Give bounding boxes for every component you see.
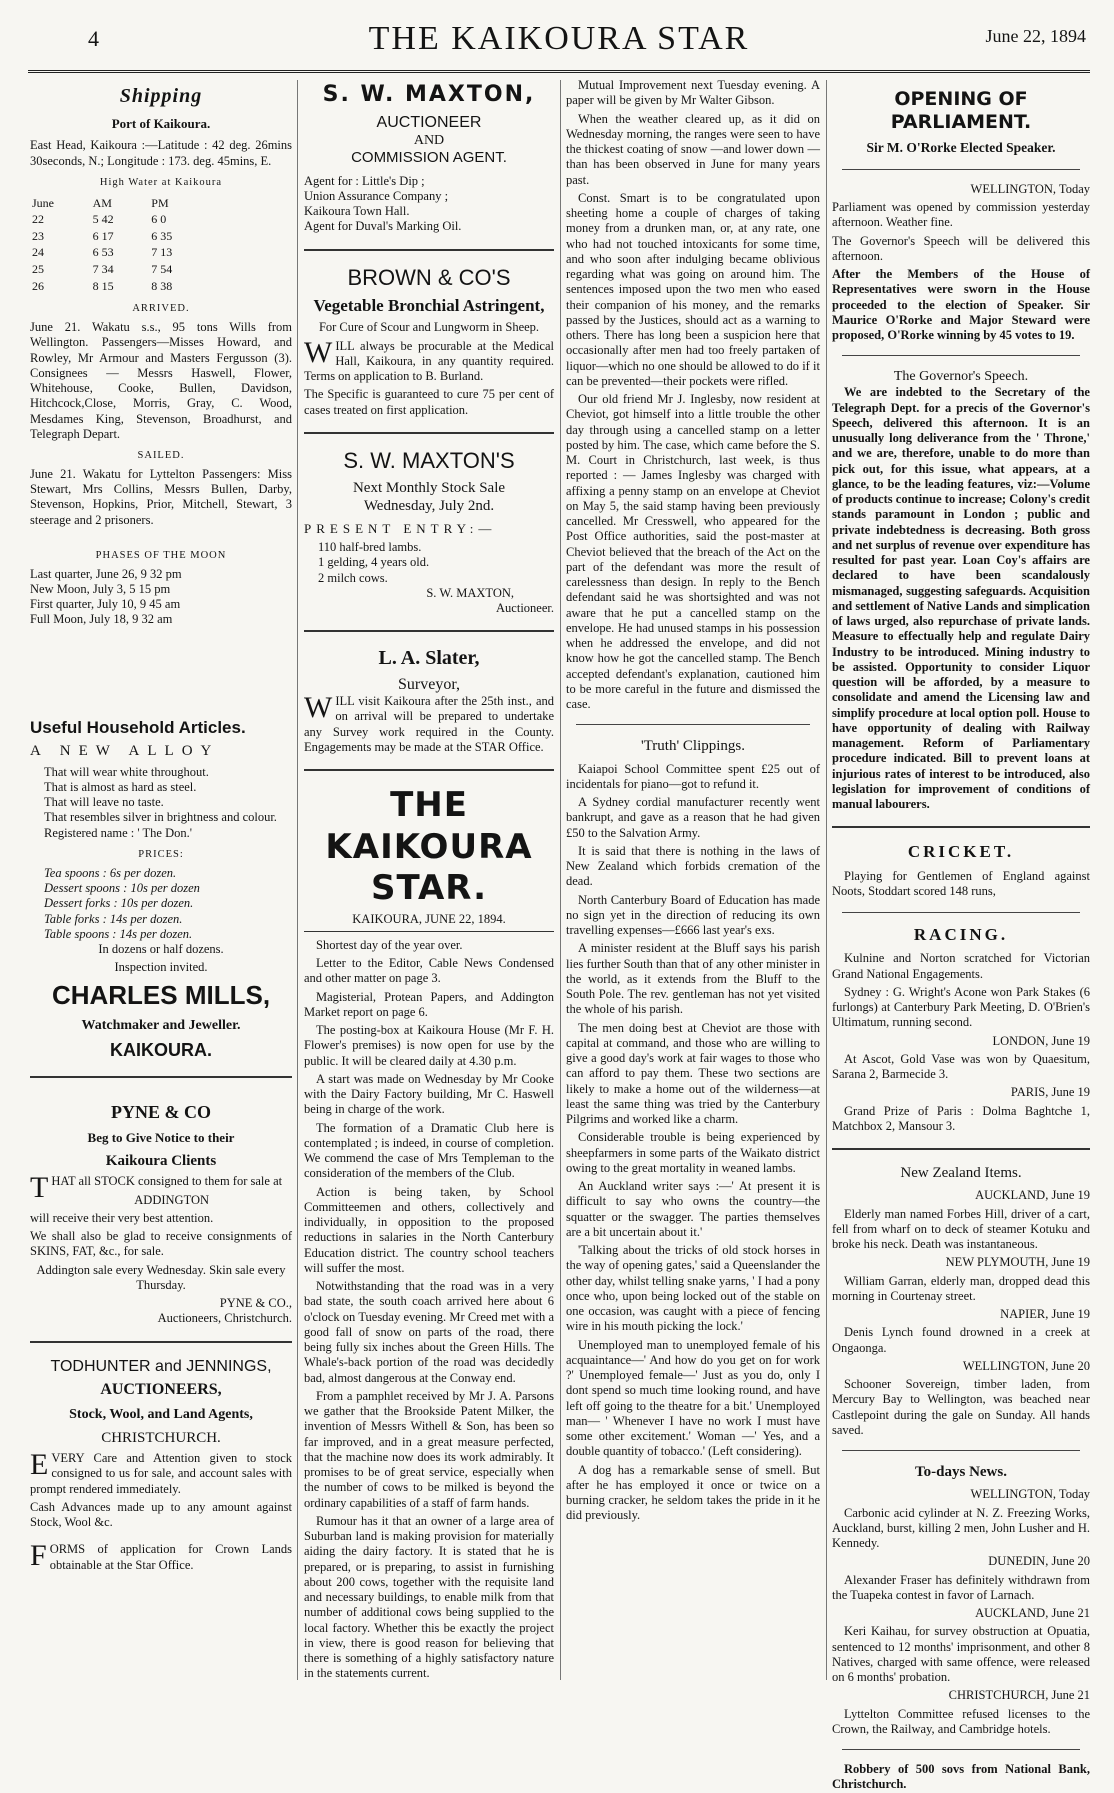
todhunter-sub: AUCTIONEERS,	[100, 1381, 222, 1399]
price-line: Table spoons : 14s per dozen.	[44, 926, 193, 941]
divider	[832, 1148, 1090, 1150]
todhunter-text2: Cash Advances made up to any amount against Stock, Wool &c.	[30, 1499, 292, 1530]
tide-cell: 7 34	[92, 262, 114, 277]
todhunter-place: CHRISTCHURCH.	[101, 1429, 221, 1446]
arrived-text: June 21. Wakatu s.s., 95 tons Wills from Wellington. Passengers—Misses Howard, and Rowley, Mr Armour and Masters Fergusson (3). Consignees — Messrs Haswell, Flower, Whitehouse, Cooke, Bullen, Davidson, Hitchcock,Close, Morris, Gray, C. Wood, Mesdames King, Stevenson, Broadhurst, and Telegraph Depart.	[30, 320, 292, 441]
news-paragraph: Notwithstanding that the road was in a very bad state, the south coach arrived here about 6 o'clock on Tuesday evening. Mr Creed met with a good fall of snow on parts of the road, there being fully six inches about the Green Hills. The Whale's-back portion of the road was decidedly bad, almost dangerous at the Conway end.	[304, 1279, 554, 1385]
local-news	[304, 938, 554, 1682]
entry-line: 1 gelding, 4 years old.	[318, 555, 430, 570]
moon-line: First quarter, July 10, 9 45 am	[30, 597, 181, 612]
tide-col-header: June	[32, 195, 54, 210]
truth-paragraph: Kaiapoi School Committee spent £25 out of incidentals for piano—got to refund it.	[566, 761, 820, 791]
sale-sub: Next Monthly Stock Sale	[352, 479, 506, 496]
alloy-line: That will leave no taste.	[44, 795, 164, 810]
divider	[842, 1749, 1080, 1750]
divider	[30, 1341, 292, 1343]
divider	[304, 432, 554, 434]
slater-text: WILL visit Kaikoura after the 25th inst., and on arrival will be prepared to undertake any Survey work required in the County. Engagements may be made at the STAR Office.	[304, 691, 554, 754]
moon-line: New Moon, July 3, 5 15 pm	[30, 581, 171, 596]
parliament-paragraph: Parliament was opened by commission yesterday afternoon. Weather fine.	[832, 200, 1090, 230]
useful-heading: Useful Household Articles.	[30, 717, 246, 737]
pyne-clients: Kaikoura Clients	[105, 1153, 217, 1170]
nz-paragraph: Denis Lynch found drowned in a creek at Ongaonga.	[832, 1325, 1090, 1355]
entry-line: 2 milch cows.	[318, 570, 388, 585]
tide-row	[32, 229, 208, 244]
today-paragraph: Lyttelton Committee refused licenses to the Crown, the Railway, and Cambridge hotels.	[832, 1706, 1090, 1736]
news-paragraph: Our old friend Mr J. Inglesby, now resident at Cheviot, got himself into a little trouble the other day through using a cancelled stamp on a letter posted by him. The case, which came before the S. M. Court in Christchurch, last week, is thus reported : — James Inglesby was charged with affixing a penny stamp on an envelope at Cheviot on May 5, the said stamp having been previously cancelled. Mr Cresswell, who appeared for the Post Office authorities, said the post-master at Cheviot believed that the breach of the Act on the part of the defendant was more the result of carelessness than design. In reply to the Bench defendant said he was shortsighted and was not aware that he put a cancelled stamp on the envelope. He had unused stamps in his possession when he addressed the envelope, and did not know how he got the cancelled stamp. The Bench accepted defendant's explanation, cautioned him to be more careful in the future and dismissed the case.	[566, 392, 820, 711]
brown-sub: Vegetable Bronchial Astringent,	[313, 295, 545, 315]
cricket-text: Playing for Gentlemen of England against Noots, Stoddart scored 148 runs,	[832, 869, 1090, 899]
surveyor-heading: Surveyor,	[397, 675, 460, 693]
news-paragraph: Mutual Improvement next Tuesday evening. A paper will be given by Mr Walter Gibson.	[566, 78, 820, 108]
news-paragraph: The formation of a Dramatic Club here is contemplated ; is indeed, in course of completion. We commend the case of Mrs Templeman to the consideration of the members of the Club.	[304, 1120, 554, 1181]
racing-heading: RACING.	[913, 924, 1009, 944]
arrived-heading: ARRIVED.	[132, 303, 190, 315]
alloy-line: Registered name : ' The Don.'	[44, 825, 192, 840]
alloy-line: That resembles silver in brightness and colour.	[44, 810, 277, 825]
parliament-paragraph: The Governor's Speech will be delivered this afternoon.	[832, 233, 1090, 263]
paris-text: Grand Prize of Paris : Dolma Baghtche 1, Matchbox 2, Mansour 3.	[832, 1103, 1090, 1133]
prices-heading: PRICES:	[138, 848, 184, 860]
divider	[842, 1450, 1080, 1451]
high-water-heading: High Water at Kaikoura	[99, 176, 223, 188]
sale-signature: Auctioneer.	[496, 601, 554, 616]
dozens-text: In dozens or half dozens.	[98, 942, 224, 957]
newspaper-title: THE KAIKOURA STAR	[368, 20, 750, 57]
column-4	[832, 78, 1090, 1792]
pyne-text2: will receive their very best attention.	[30, 1210, 214, 1225]
racing-paragraph: Kulnine and Norton scratched for Victorian Grand National Engagements.	[832, 951, 1090, 981]
truth-paragraph: Considerable trouble is being experienced by sheepfarmers in some parts of the Waikato district owing to the great mortality in weaned lambs.	[566, 1130, 820, 1175]
tide-cell: 6 53	[92, 245, 114, 260]
column-3	[566, 78, 820, 1678]
truth-paragraph: North Canterbury Board of Education has made no sign yet in the direction of reducing its own travelling expenses—£666 last year's exs.	[566, 892, 820, 938]
truth-paragraph: A minister resident at the Bluff says his parish lies further South than that of any other minister in the world, as it extends from the Bluff to the South Pole. The rev. gentleman has not yet visited the whole of his parish.	[566, 941, 820, 1017]
pyne-signature: PYNE & CO.,	[219, 1296, 292, 1311]
paper-date: KAIKOURA, JUNE 22, 1894.	[304, 912, 554, 932]
truth-paragraph: A Sydney cordial manufacturer recently went bankrupt, and gave as a reason that he had given £50 to the Salvation Army.	[566, 795, 820, 840]
governor-text: We are indebted to the Secretary of the Telegraph Dept. for a precis of the Governor's Speech, delivered this afternoon. It is an unusually long deliverance from the ' Throne,' and we are, therefore, unable to do more than pick out, for this issue, what appears, at a glance, to be the leading features, viz:—Volume of products continue to increase; Colony's credit stands paramount in London ; public and private indebtedness is decreasing. Both gross and net surplus of revenue over expenditure has resulted for past year. Loan Coy's affairs are declared to have been scandalously mismanaged, suggesting safeguards. Acquisition and settlement of Native Lands and simplication of laws urged, also repurchase of private lands. Measure to effectually help and regulate Dairy Industry to be introduced. Mining industry to be assisted. Opportunity to consider Liquor question will be afforded, by a measure to consolidate and amend the Licensing law and simplify procedure at local option poll. House to have opportunity of dealing with Railway management. Reform of Parliamentary procedure indicated. Bill to prevent loans at injurious rates of interest to be introduced, also legislation for improvement of conditions of manual labourers.	[832, 385, 1090, 812]
tide-cell: 7 13	[151, 245, 173, 260]
masthead	[28, 12, 1090, 73]
news-paragraph: The posting-box at Kaikoura House (Mr F. H. Flower's premises) is now open for use by the public. It will be cleared daily at 4.30 p.m.	[304, 1023, 554, 1068]
pyne-place: ADDINGTON	[134, 1192, 210, 1207]
brown-heading: BROWN & CO'S	[347, 264, 511, 290]
price-line: Dessert spoons : 10s per dozen	[44, 881, 200, 896]
dateline: PARIS, June 19	[1010, 1085, 1090, 1100]
divider	[30, 1076, 292, 1078]
price-line: Dessert forks : 10s per dozen.	[44, 896, 194, 911]
news-paragraph: When the weather cleared up, as it did on Wednesday morning, the ranges were seen to have the thickest coating of snow —and lower down — than has been observed in June for many years past.	[566, 111, 820, 187]
tide-cell: 6 35	[151, 228, 173, 243]
truth-heading: 'Truth' Clippings.	[640, 738, 746, 755]
tide-cell: 8 15	[92, 278, 114, 293]
slater-heading: L. A. Slater,	[378, 647, 480, 670]
tide-row	[32, 212, 208, 227]
today-paragraph: Alexander Fraser has definitely withdrawn from the Tuapeka contest in favor of Larnach.	[832, 1572, 1090, 1602]
dateline: WELLINGTON, Today	[970, 1487, 1090, 1502]
dateline: WELLINGTON, June 20	[962, 1358, 1090, 1373]
commission-heading: COMMISSION AGENT.	[351, 149, 507, 167]
dateline: NAPIER, June 19	[1000, 1307, 1090, 1322]
sailed-text: June 21. Wakatu for Lyttelton Passengers: Miss Stewart, Mrs Collins, Messrs Bullen, Darby, Stevenson, Hopkins, Prior, Mitchell, Stewart, 3 steerage and 2 prisoners.	[30, 466, 292, 527]
news-paragraph: Shortest day of the year over.	[316, 937, 463, 952]
sale-signature: S. W. MAXTON,	[426, 585, 514, 600]
divider	[304, 769, 554, 771]
dateline: WELLINGTON, Today	[970, 181, 1090, 196]
news-paragraph: Rumour has it that an owner of a large area of Suburban land is making provision for materially aiding the dairy factory. It is stated that he is prepared, or is preparing, to assist in furnishing about 200 cows, together with the requisite land and necessary buildings, to enable milk from that number of additional cows being supplied to the local factory. Whether this be exactly the project in view, there is good reason for believing that there is something of a highly satisfactory nature in the statements current.	[304, 1513, 554, 1681]
column-rule	[297, 80, 298, 1680]
brown-for: For Cure of Scour and Lungworm in Sheep.	[318, 320, 540, 335]
column-2	[304, 78, 554, 1681]
speaker-heading: Sir M. O'Rorke Elected Speaker.	[866, 140, 1056, 156]
moon-line: Last quarter, June 26, 9 32 pm	[30, 566, 182, 581]
paper-title: THE KAIKOURA STAR.	[325, 785, 533, 909]
truth-paragraph: An Auckland writer says :—' At present it is difficult to say who owns the country—the squatter or the swagger. The parties themselves are a bit uncertain about it.'	[566, 1179, 820, 1239]
column-1	[30, 78, 292, 1678]
nz-paragraph: Schooner Sovereign, timber laden, from Mercury Bay to Wellington, was beached near Castlepoint during the gale on Sunday. All hands saved.	[832, 1377, 1090, 1437]
agent-line: Agent for : Little's Dip ;	[304, 173, 425, 188]
pyne-signature: Auctioneers, Christchurch.	[157, 1311, 292, 1326]
column-rule	[560, 80, 561, 1680]
moon-line: Full Moon, July 18, 9 32 am	[30, 612, 173, 627]
nz-paragraph: William Garran, elderly man, dropped dead this morning in Courtenay street.	[832, 1273, 1090, 1303]
truth-paragraph: 'Talking about the tricks of old stock horses in the way of opening gates,' said a Queenslander the other day, whilst telling snake yarns, ' I had a pony once who, upon being locked out of the stable on one occasion, was caught with a piece of fencing wire in his mouth picking the lock.'	[566, 1243, 820, 1334]
pyne-sub: Beg to Give Notice to their	[87, 1130, 235, 1146]
todhunter-heading: TODHUNTER and JENNINGS,	[50, 1357, 272, 1375]
sale-heading: S. W. MAXTON'S	[343, 447, 515, 473]
sailed-heading: SAILED.	[137, 450, 185, 462]
sale-date: Wednesday, July 2nd.	[363, 497, 495, 514]
maxton-heading: S. W. MAXTON,	[322, 82, 536, 107]
tide-cell: 6 17	[92, 228, 114, 243]
london-text: At Ascot, Gold Vase was won by Quaesitum, Sarana 2, Barmecide 3.	[832, 1051, 1090, 1082]
dateline: LONDON, June 19	[992, 1033, 1090, 1048]
tide-cell: 22	[32, 212, 44, 227]
pyne-text3: We shall also be glad to receive consignments of SKINS, FAT, &c., for sale.	[30, 1229, 292, 1259]
pyne-heading: PYNE & CO	[111, 1102, 211, 1123]
price-line: Tea spoons : 6s per dozen.	[44, 865, 177, 880]
tide-cell: 5 42	[92, 212, 114, 227]
dateline: CHRISTCHURCH, June 21	[948, 1688, 1090, 1703]
east-head-text: East Head, Kaikoura :—Latitude : 42 deg. 26mins 30seconds, N.; Longitude : 173. deg. 45mins, E.	[30, 138, 292, 168]
today-paragraph: Carbonic acid cylinder at N. Z. Freezing Works, Auckland, burst, killing 2 men, John Lusher and H. Kennedy.	[832, 1505, 1090, 1551]
governor-heading: The Governor's Speech.	[893, 369, 1029, 385]
alloy-line: That will wear white throughout.	[44, 764, 209, 779]
agent-line: Agent for Duval's Marking Oil.	[304, 219, 462, 234]
moon-heading: PHASES OF THE MOON	[95, 549, 227, 561]
pyne-sale: Addington sale every Wednesday. Skin sale every Thursday.	[36, 1262, 286, 1292]
news-paragraph: Action is being taken, by School Committeemen and others, collectively and individually, in opposition to the proposed reductions in salaries in the North Canterbury Education district. The country school teachers will suffer the most.	[304, 1184, 554, 1275]
tide-cell: 25	[32, 262, 44, 277]
price-line: Table forks : 14s per dozen.	[44, 911, 183, 926]
pyne-text: THAT all STOCK consigned to them for sale at	[30, 1171, 283, 1205]
truth-paragraph: A dog has a remarkable sense of smell. But after he has employed it once or twice on a burning cracker, he seldom takes the pride in it he did previously.	[566, 1462, 820, 1523]
divider	[304, 249, 554, 251]
truth-paragraph: Unemployed man to unemployed female of his acquaintance—' And how do you get on for work ?' Unemployed female—' Just as you do, only I dont spend so much time looking round, and have left off going to the theatre for a bit.' Unemployed man— ' Whenever I have no work I must have some other excitement.' Woman —' Yes, and a double quantity of tobacco.' (Left considering).	[566, 1337, 820, 1459]
agent-line: Kaikoura Town Hall.	[304, 204, 410, 219]
cricket-heading: CRICKET.	[907, 842, 1015, 862]
page-number: 4	[88, 26, 99, 51]
news-paragraph: A start was made on Wednesday by Mr Cooke with the Dairy Factory building, Mr C. Haswell being in charge of the work.	[304, 1071, 554, 1117]
shipping-heading: Shipping	[119, 85, 203, 107]
tide-col-header: PM	[151, 195, 169, 210]
column-rule	[826, 80, 827, 1680]
divider	[842, 355, 1080, 356]
auctioneer-heading: AUCTIONEER	[376, 113, 482, 131]
tide-cell: 26	[32, 278, 44, 293]
divider	[576, 724, 810, 725]
news-paragraph: Letter to the Editor, Cable News Condensed and other matter on page 3.	[304, 956, 554, 986]
truth-paragraph: The men doing best at Cheviot are those with capital at command, and those who are willing to give a good day's work at fair wages to those who can afford to pay them. These two sections are likely to make a home out of the wilderness—at least the same thing was tried by the Canterbury Pilgrims and worked like a charm.	[566, 1020, 820, 1127]
inspection-text: Inspection invited.	[114, 960, 208, 975]
issue-date: June 22, 1894	[985, 26, 1086, 46]
tide-table	[30, 194, 210, 296]
tide-cell: 8 38	[151, 278, 173, 293]
truth-paragraph: It is said that there is nothing in the laws of New Zealand which forbids cremation of the dead.	[566, 843, 820, 889]
mills-trade: Watchmaker and Jeweller.	[81, 1018, 241, 1034]
racing-paragraph: Sydney : G. Wright's Acone won Park Stakes (6 furlongs) at Canterbury Park Meeting, D. O'Brien's Ultimatum, running second.	[832, 984, 1090, 1030]
dateline: NEW PLYMOUTH, June 19	[945, 1255, 1090, 1270]
mills-name: CHARLES MILLS,	[51, 979, 271, 1010]
agent-line: Union Assurance Company ;	[304, 188, 449, 203]
news-paragraph: From a pamphlet received by Mr J. A. Parsons we gather that the Brookside Patent Milker, the invention of Messrs Withell & Son, has been so far improved, and in a great measure perfected, that the machine now does its work admirably. It promises to be of great service, especially when the number of cows to be milked is beyond the ordinary capabilities of a staff of farm hands.	[304, 1388, 554, 1510]
tide-cell: 23	[32, 228, 44, 243]
dateline: AUCKLAND, June 19	[975, 1188, 1090, 1203]
tide-row	[32, 245, 208, 260]
nz-heading: New Zealand Items.	[900, 1165, 1022, 1182]
divider	[832, 826, 1090, 828]
divider	[304, 630, 554, 632]
tide-col-header: AM	[92, 195, 112, 210]
tide-cell: 24	[32, 245, 44, 260]
alloy-heading: A NEW ALLOY	[30, 743, 220, 760]
tide-cell: 6 0	[151, 212, 167, 227]
dateline: AUCKLAND, June 21	[975, 1606, 1090, 1621]
brown-text2: The Specific is guaranteed to cure 75 per cent of cases treated on first application.	[304, 387, 554, 417]
todhunter-text: EVERY Care and Attention given to stock consigned to us for sale, and account sales with prompt rendered immediately.	[30, 1448, 292, 1496]
dateline: DUNEDIN, June 20	[988, 1554, 1090, 1569]
port-heading: Port of Kaikoura.	[111, 116, 211, 132]
divider	[842, 169, 1080, 170]
robbery-text: Robbery of 500 sovs from National Bank, Christchurch.	[832, 1762, 1090, 1792]
opening-heading: OPENING OF PARLIAMENT.	[890, 88, 1032, 134]
present-entry: PRESENT ENTRY:—	[304, 521, 497, 537]
news-paragraph: Const. Smart is to be congratulated upon sheeting home a couple of charges of taking money from a drunken man, or, at any rate, one who had not touched intoxicants for some time, and who soon after indulging became oblivious regarding what was going on around him. The sentences imposed upon the two men who eased their companion of his money, and the remarks passed by the Justices, should act as a warning to others. There has long been a suspicion here that occasionally after men had too freely partaken of liquor—which no one should be allowed to do if it can be prevented—their pockets were rifled.	[566, 190, 820, 388]
news-paragraph: Magisterial, Protean Papers, and Addington Market report on page 6.	[304, 989, 554, 1019]
today-heading: To-days News.	[915, 1464, 1007, 1481]
and-text: AND	[413, 133, 445, 149]
parliament-paragraph: After the Members of the House of Representatives were sworn in the House proceeded to the election of Speaker. Sir Maurice O'Rorke and Major Steward were proposed, O'Rorke winning by 45 votes to 19.	[832, 267, 1090, 343]
brown-text: WILL always be procurable at the Medical Hall, Kaikoura, in any quantity required. Terms on application to B. Burland.	[304, 335, 554, 384]
todhunter-text3: FORMS of application for Crown Lands obtainable at the Star Office.	[30, 1539, 292, 1573]
today-paragraph: Keri Kaihau, for survey obstruction at Opuatia, sentenced to 12 months' imprisonment, and other 8 Natives, charged with same offence, were released on 6 months' probation.	[832, 1624, 1090, 1685]
tide-row	[32, 262, 208, 277]
tide-cell: 7 54	[151, 262, 173, 277]
nz-paragraph: Elderly man named Forbes Hill, driver of a cart, fell from wharf on to deck of steamer Kotuku and broke his neck. Death was instantaneous.	[832, 1206, 1090, 1252]
divider	[842, 912, 1080, 913]
entry-line: 110 half-bred lambs.	[318, 540, 422, 555]
tide-row	[32, 279, 208, 294]
alloy-line: That is almost as hard as steel.	[44, 779, 197, 794]
todhunter-sub2: Stock, Wool, and Land Agents,	[69, 1406, 253, 1422]
mills-place: KAIKOURA.	[110, 1040, 212, 1061]
